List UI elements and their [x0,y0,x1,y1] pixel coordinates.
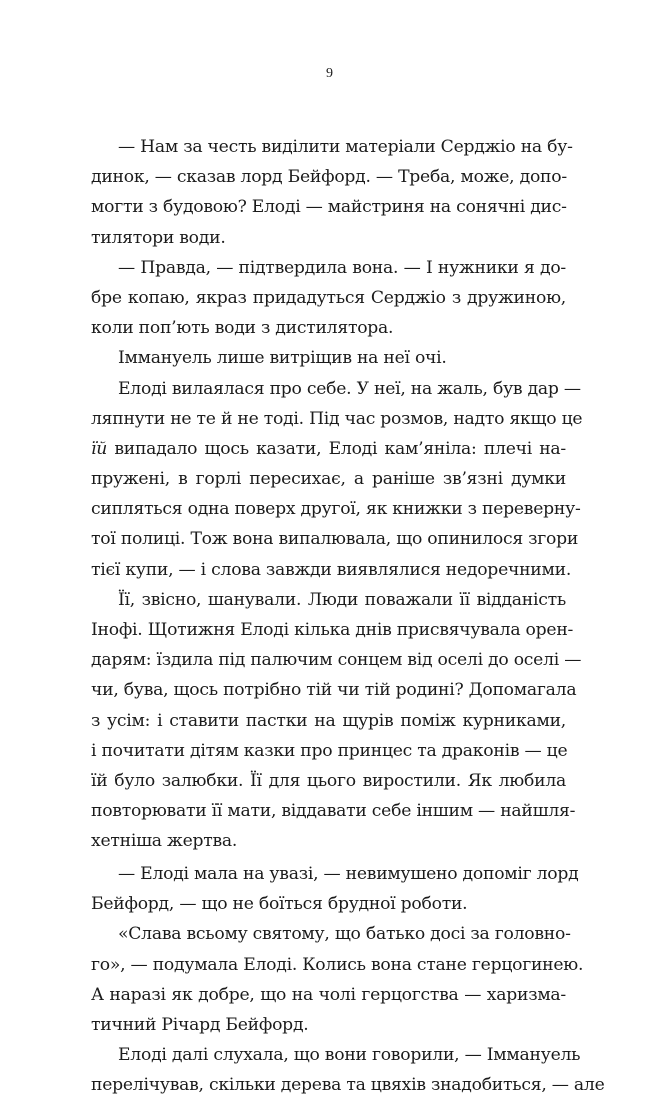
text-line: і почитати дітям казки про принцес та драконів — це [91,740,568,761]
text-line: чи, бува, щось потрібно тій чи тій родині? Допомагала [91,680,577,701]
text-line: «Слава всьому святому, що батько досі за головно- [118,924,571,945]
text-line: з усім: і ставити пастки на щурів поміж курниками, [91,710,566,731]
text-line: Іммануель лише витріщив на неї очі. [118,348,447,369]
text-line: тилятори води. [91,227,226,248]
text-line-with-emphasis [91,434,566,464]
text-line: Елоді далі слухала, що вони говорили, — Іммануель [118,1045,581,1066]
text-line: хетніша жертва. [91,831,238,852]
page-number: 9 [326,66,333,81]
text-line: тієї купи, — і слова завжди виявлялися недоречними. [91,559,572,580]
text-line: тої полиці. Тож вона випалювала, що опинилося згори [91,529,579,550]
text-line-rest: випадало щось казати, Елоді кам’яніла: плечі на- [114,438,566,459]
text-line: сипляться одна поверх другої, як книжки з переверну- [91,499,581,520]
text-line: го», — подумала Елоді. Колись вона стане герцогинею. [91,954,584,975]
text-line: ляпнути не те й не тоді. Під час розмов, надто якщо це [91,408,583,429]
text-line: перелічував, скільки дерева та цвяхів знадобиться, — але [91,1075,605,1096]
text-line: їй було залюбки. Її для цього виростили. Як любила [91,770,566,791]
text-line: — Нам за честь виділити матеріали Серджіо на бу- [118,137,573,157]
text-line: коли поп’ють води з дистилятора. [91,318,394,339]
text-line: — Елоді мала на увазі, — невимушено допоміг лорд [118,864,579,885]
text-line: Її, звісно, шанували. Люди поважали її відданість [118,589,566,610]
text-line: Інофі. Щотижня Елоді кілька днів присвячувала орен- [91,620,574,640]
text-line: бре копаю, якраз придадуться Серджіо з дружиною, [91,287,566,308]
text-line: пружені, в горлі пересихає, а раніше зв’язні думки [91,469,566,490]
text-line: Бейфорд, — що не боїться брудної роботи. [91,894,468,915]
text-line: Елоді вилаялася про себе. У неї, на жаль, був дар — [118,378,581,399]
text-line: — Правда, — підтвердила вона. — І нужники я до- [118,257,566,278]
text-line: тичний Річард Бейфорд. [91,1015,309,1036]
text-line: дарям: їздила під палючим сонцем від оселі до оселі — [91,650,582,671]
text-line: А наразі як добре, що на чолі герцогства — харизма- [91,984,566,1005]
text-line: повторювати її мати, віддавати себе іншим — найшля- [91,801,576,822]
emphasized-word: їй [91,438,108,459]
body-text [91,132,605,1101]
text-line: могти з будовою? Елоді — майстриня на сонячні дис- [91,197,567,218]
text-line: динок, — сказав лорд Бейфорд. — Треба, може, допо- [91,167,567,188]
